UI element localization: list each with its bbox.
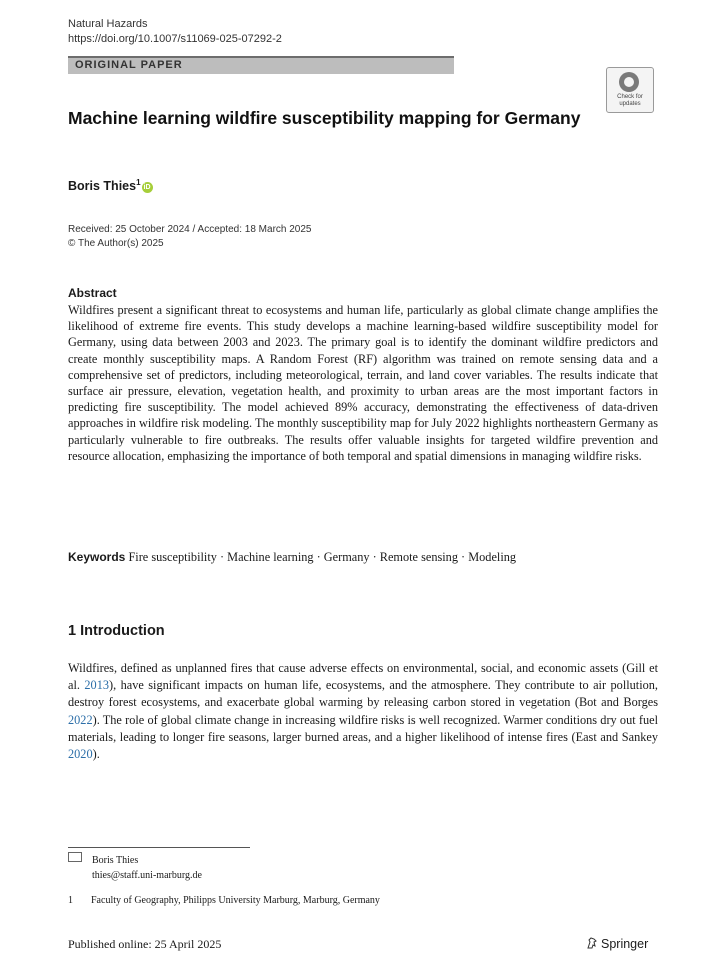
paper-title: Machine learning wildfire susceptibility mapping for Germany [68, 108, 581, 128]
check-for-updates-button[interactable] [606, 67, 654, 113]
citation-link[interactable]: 2013 [84, 678, 109, 693]
citation-link[interactable]: 2020 [68, 747, 93, 762]
journal-name: Natural Hazards [68, 18, 148, 30]
footnote-contact [68, 852, 202, 883]
refresh-icon [619, 72, 639, 92]
keywords [68, 549, 658, 566]
envelope-icon [68, 852, 82, 862]
affiliation-mark: 1 [136, 178, 141, 187]
doi-link[interactable]: https://doi.org/10.1007/s11069-025-07292-2 [68, 33, 282, 45]
footnote-affiliation [68, 895, 380, 906]
springer-horse-icon [586, 937, 598, 949]
intro-text-3: ). The role of global climate change in increasing wildfire risks is well recognized. Warmer conditions dry out fuel materials, leading to longer fire seasons, larger burned areas, and a higher likelihood of intense fires (East and Sankey [68, 712, 658, 744]
section-label: ORIGINAL PAPER [75, 59, 183, 71]
intro-text-2: ), have significant impacts on human life, ecosystems, and the atmosphere. They contribute to air pollution, destroy forest ecosystems, and exacerbate global warming by releasing carbon stored in vegetation (Bot and Borges [68, 678, 659, 710]
contact-email[interactable]: thies@staff.uni-marburg.de [92, 870, 202, 881]
journal-header [68, 17, 282, 47]
affiliation-text: Faculty of Geography, Philipps University Marburg, Marburg, Germany [91, 895, 380, 906]
publisher-logo [586, 937, 648, 951]
author-line [68, 178, 153, 193]
footnote-rule [68, 847, 250, 848]
check-label: Check for [617, 94, 643, 100]
contact-name: Boris Thies [92, 855, 139, 866]
keywords-heading: Keywords [68, 550, 126, 564]
citation-link[interactable]: 2022 [68, 712, 93, 727]
publisher-name: Springer [601, 937, 649, 951]
orcid-icon[interactable]: iD [143, 184, 151, 192]
author-name[interactable]: Boris Thies [68, 179, 137, 194]
published-date: Published online: 25 April 2025 [68, 937, 222, 951]
intro-paragraph [68, 660, 658, 763]
dates-block [68, 223, 312, 251]
keywords-list: Fire susceptibility · Machine learning · Germany · Remote sensing · Modeling [128, 550, 517, 564]
updates-label: updates [619, 101, 641, 107]
intro-text-4: ). [92, 747, 100, 762]
affiliation-number: 1 [68, 895, 73, 906]
received-accepted: Received: 25 October 2024 / Accepted: 18 March 2025 [68, 224, 312, 235]
copyright: © The Author(s) 2025 [68, 238, 164, 249]
section-heading: 1 Introduction [68, 623, 165, 639]
abstract-text: Wildfires present a significant threat to ecosystems and human life, particularly as global climate change amplifies the likelihood of extreme fire events. This study develops a machine learning-based wildfire susceptibility model for Germany, using data between 2003 and 2023. The primary goal is to identify the dominant wildfire predictors and create monthly susceptibility maps. A Random Forest (RF) algorithm was trained on remote sensing data and a comprehensive set of predictors, including meteorological, terrain, and land cover variables. The results indicate that surface air pressure, elevation, vegetation health, and proximity to urban areas are the most important factors in predicting fire susceptibility. The model achieved 89% accuracy, demonstrating the effectiveness of data-driven approaches in wildfire risk modeling. The monthly susceptibility map for July 2022 highlights northeastern Germany as particularly vulnerable to fire outbreaks. The results offer valuable insights for targeted wildfire prevention and resource allocation, emphasizing the importance of both temporal and spatial dimensions in managing wildfire risks. [68, 303, 658, 463]
intro-text-1: Wildfires, defined as unplanned fires that cause adverse effects on environmental, social, and economic assets (Gill et al. [68, 661, 658, 693]
abstract-heading: Abstract [68, 286, 117, 300]
